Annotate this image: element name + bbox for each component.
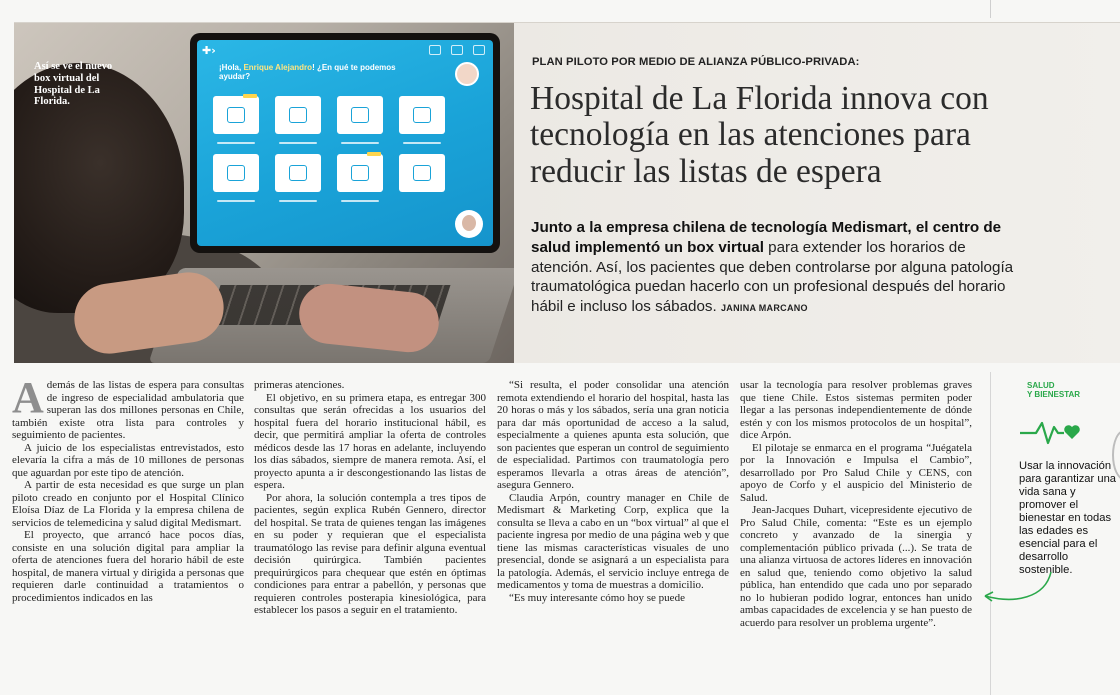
tile-caption <box>341 142 379 144</box>
tile-badge <box>243 94 257 98</box>
books-icon <box>413 165 431 181</box>
service-tile-2 <box>275 96 321 134</box>
paragraph: usar la tecnología para resolver problemas graves que tiene Chile. Estos sistemas permiten poder llegar a las personas independientemente de dónde estén y con los mismos protocolos de un hospital”, dice Arpón. <box>740 379 972 441</box>
paragraph: El pilotaje se enmarca en el programa “Juégatela por la Innovación e Impulsa el Cambio”, desarrollado por Pro Salud Chile y CENS, con apoyo de Corfo y el auspicio del Ministerio de Salud. <box>740 441 972 504</box>
drop-cap: A <box>12 373 44 422</box>
section-tag-line1: SALUD <box>1027 381 1055 390</box>
byline: JANINA MARCANO <box>720 303 808 313</box>
wallet-icon <box>429 45 441 55</box>
tile-caption <box>403 142 441 144</box>
article-hero <box>14 22 1120 363</box>
service-tile-5 <box>213 154 259 192</box>
app-greeting <box>219 64 419 82</box>
sidebar-text: Usar la innovación para garantizar una vida sana y promover el bienestar en todas las edades es esencial para el desarrollo sostenible. <box>1019 460 1117 576</box>
pointer-arrow-icon <box>975 568 1055 608</box>
greeting-name: Enrique Alejandro <box>243 63 313 72</box>
sdg-section-tag <box>1027 381 1080 399</box>
service-tile-1 <box>213 96 259 134</box>
article-column-3 <box>497 379 729 604</box>
paragraph: “Si resulta, el poder consolidar una atención remota extendiendo el horario del hospital, hasta las 20 horas o más y los sábados, sería una gran noticia para dar más oportunidad de acceso a la salud, especialmente a quienes apunta esta solución, que son pacientes que esperan un control de seguimiento de especialidad. Partimos con traumatología pero esperamos llevarla a otras áreas de atención”, asegura Gennero. <box>497 379 729 491</box>
paragraph: A juicio de los especialistas entrevistados, esto elevaría la cifra a más de 10 millones de personas que aguardan por este tipo de atención. <box>12 441 244 479</box>
tile-caption <box>279 142 317 144</box>
app-top-icons <box>429 45 485 55</box>
article-photo <box>14 23 514 363</box>
greeting-prefix: ¡Hola, <box>219 63 244 72</box>
service-tile-4 <box>399 96 445 134</box>
medismart-logo-icon: ✚› <box>202 44 216 57</box>
doctor-icon <box>227 107 245 123</box>
lead-rest: para extender los horarios de atención. Así, los pacientes que deben controlarse por alguna patología traumatológica puedan hacerlo con un profesional después del horario hábil e incluso los sábados. <box>531 238 1014 315</box>
user-avatar <box>455 62 479 86</box>
doctor-assistant-avatar <box>455 210 483 238</box>
profile-icon <box>473 45 485 55</box>
ambulance-icon <box>289 165 307 181</box>
lead-bold: Junto a la empresa chilena de tecnología Medismart, el centro de salud implementó un box virtual <box>531 219 1002 256</box>
service-tile-8 <box>399 154 445 192</box>
service-tile-7 <box>337 154 383 192</box>
paragraph: demás de las listas de espera para consultas de ingreso de especialidad ambulatoria que superan las dos millones personas en Chile, también existe otra lista para controles y seguimiento de pacientes. <box>12 379 244 441</box>
box-virtual-app <box>197 40 493 246</box>
page-edge-rule <box>990 0 991 18</box>
article-column-2 <box>254 379 486 617</box>
paragraph: primeras atenciones. <box>254 379 345 391</box>
article-kicker: PLAN PILOTO POR MEDIO DE ALIANZA PÚBLICO-PRIVADA: <box>532 56 860 68</box>
sidebar-divider <box>990 372 991 695</box>
paragraph: El objetivo, en su primera etapa, es entregar 300 consultas que serán ofrecidas a los usuarios del hospital fuera del horario institucional hábil, es decir, que permitirá ampliar la oferta de controles médicos desde las 17 horas en adelante, incluyendo los días sábados, siempre de manera remota. Así, el proyecto apunta a ir descongestionando las listas de espera. <box>254 391 486 491</box>
paragraph: A partir de esta necesidad es que surge un plan piloto creado en conjunto por el Hospital Clínico Eloísa Díaz de La Florida y la empresa chilena de servicios de telemedicina y salud digital Medismart. <box>12 479 244 529</box>
hospital-icon <box>227 165 245 181</box>
greeting-suffix: ! ¿En qué te podemos ayudar? <box>219 63 396 81</box>
paragraph: El proyecto, que arrancó hace pocos días, consiste en una solución digital para ampliar la oferta de atenciones fuera del horario hábil de este hospital, de manera virtual y dirigida a personas que requieren darle continuidad a tratamientos o procedimientos indicados en las <box>12 529 244 604</box>
laptop-screen <box>190 33 500 253</box>
service-tile-3 <box>337 96 383 134</box>
photo-caption: Así se ve el nuevo box virtual del Hospital de La Florida. <box>34 61 113 108</box>
lab-icon <box>351 165 369 181</box>
bell-icon <box>451 45 463 55</box>
paragraph: Por ahora, la solución contempla a tres tipos de pacientes, según explica Rubén Gennero, director del hospital. Se trata de quienes tengan las imágenes en su poder y requieran que el especialista traumatólogo las revise para definir alguna eventual decisión quirúrgica. También pacientes prequirúrgicos para chequear que estén en óptimas condiciones para entrar a pabellón, y personas que requieren controles posterapia kinesiológica, para establecer los pasos a seguir en el tratamiento. <box>254 491 486 616</box>
article-column-1 <box>12 373 244 604</box>
article-lead <box>531 218 1031 317</box>
paragraph: “Es muy interesante cómo hoy se puede <box>509 591 685 604</box>
pharmacy-icon <box>413 107 431 123</box>
tile-caption <box>217 142 255 144</box>
section-tag-line2: Y BIENESTAR <box>1027 390 1081 399</box>
doctor-icon <box>289 107 307 123</box>
paragraph: Claudia Arpón, country manager en Chile de Medismart & Marketing Corp, explica que la consulta se lleva a cabo en un “box virtual” al que el paciente ingresa por medio de una página web y que tiene las mismas características visuales de uno presencial, donde se asignará a un especialista para la patología. Además, el servicio incluye entrega de medicamentos y toma de muestras a domicilio. <box>497 491 729 591</box>
tile-caption <box>341 200 379 202</box>
doctor-icon <box>351 107 369 123</box>
tile-caption <box>217 200 255 202</box>
paragraph: Jean-Jacques Duhart, vicepresidente ejecutivo de Pro Salud Chile, comenta: “Este es un ejemplo concreto y avanzado de la sinergia y complementación público privada (...). Se trata de una alianza virtuosa de actores líderes en innovación en salud que, teniendo como objetivo la salud pública, han entendido que cada uno por separado no lo hubieran podido lograr, entonces han unido ambas capacidades de excelencia y se han puesto de acuerdo para resolver un problema urgente”. <box>740 504 972 629</box>
service-tile-6 <box>275 154 321 192</box>
article-column-4 <box>740 379 972 629</box>
article-headline: Hospital de La Florida innova con tecnología en las atenciones para reducir las listas de espera <box>530 80 989 190</box>
tile-caption <box>279 200 317 202</box>
tile-badge <box>367 152 381 156</box>
heartbeat-heart-icon <box>1018 417 1084 447</box>
